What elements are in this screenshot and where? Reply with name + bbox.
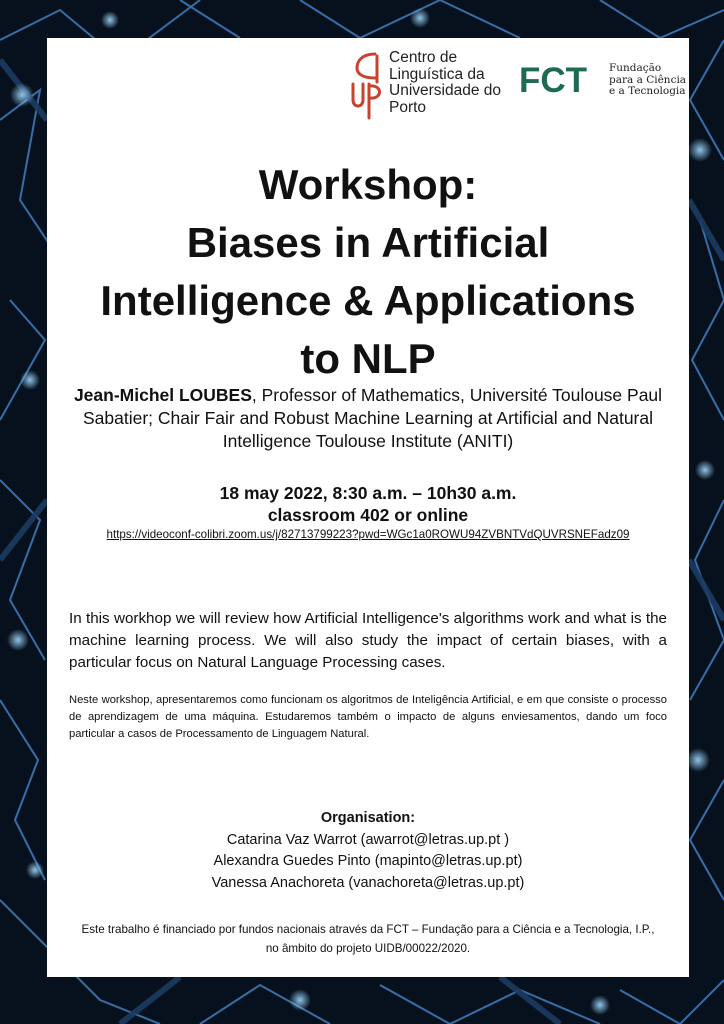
- event-details: [47, 482, 689, 544]
- speaker-info: [65, 384, 671, 453]
- title-line: Biases in Artificial: [186, 219, 550, 266]
- description-portuguese: Neste workshop, apresentaremos como funcionam os algoritmos de Inteligência Artificial, e em que consiste o processo de aprendizagem de uma máquina. Estudaremos também o impacto de alguns enviesamentos, dando um foco particular a casos de Processamento de Linguagem Natural.: [69, 694, 667, 740]
- svg-text:FCT: FCT: [519, 62, 588, 96]
- fct-mark: [519, 62, 607, 96]
- fct-line: e a Tecnologia: [609, 85, 686, 97]
- organiser-contact: Vanessa Anachoreta (vanachoreta@letras.up.pt): [211, 874, 525, 891]
- title-line: Intelligence & Applications: [100, 277, 636, 324]
- poster-card: [47, 38, 689, 977]
- workshop-title: [47, 156, 689, 388]
- cljup-line: Centro de: [389, 49, 458, 66]
- fct-line: para a Ciência: [609, 73, 687, 86]
- description-english: In this workhop we will review how Artificial Intelligence's algorithms work and what is the machine learning process. We will also study the impact of certain biases, with a particular focus on Natural Language Processing cases.: [69, 610, 667, 671]
- fct-logo: [519, 62, 689, 102]
- cljup-mark-icon: [347, 48, 387, 120]
- speaker-name: Jean-Michel LOUBES: [73, 385, 252, 405]
- organiser-contact: Catarina Vaz Warrot (awarrot@letras.up.pt ): [226, 831, 510, 848]
- cljup-name: [389, 50, 529, 116]
- cljup-line: Universidade do: [389, 82, 502, 99]
- event-datetime: 18 may 2022, 8:30 a.m. – 10h30 a.m.: [219, 483, 517, 503]
- organisation-title: Organisation:: [320, 810, 416, 826]
- title-line: to NLP: [300, 335, 436, 382]
- cljup-line: Porto: [389, 98, 427, 116]
- speaker-affiliation: , Professor of Mathematics, Université Toulouse Paul Sabatier; Chair Fair and Robust Machine Learning at Artificial and Natural Intelligence Toulouse Institute (ANITI): [82, 385, 663, 451]
- fct-line: Fundação: [609, 62, 662, 74]
- fct-name: [609, 63, 686, 98]
- title-line: Workshop:: [258, 161, 478, 208]
- cljup-line: Linguística da: [389, 65, 485, 83]
- funding-note: Este trabalho é financiado por fundos nacionais através da FCT – Fundação para a Ciência e a Tecnologia, I.P., no âmbito do projeto UIDB/00022/2020.: [81, 923, 655, 955]
- organiser-contact: Alexandra Guedes Pinto (mapinto@letras.up.pt): [213, 853, 523, 869]
- cljup-logo: [347, 48, 522, 123]
- event-location: classroom 402 or online: [267, 505, 469, 525]
- organisation-section: [47, 808, 689, 894]
- zoom-link[interactable]: https://videoconf-colibri.zoom.us/j/82713799223?pwd=WGc1a0ROWU94ZVBNTVdQUVRSNEFadz09: [106, 528, 630, 541]
